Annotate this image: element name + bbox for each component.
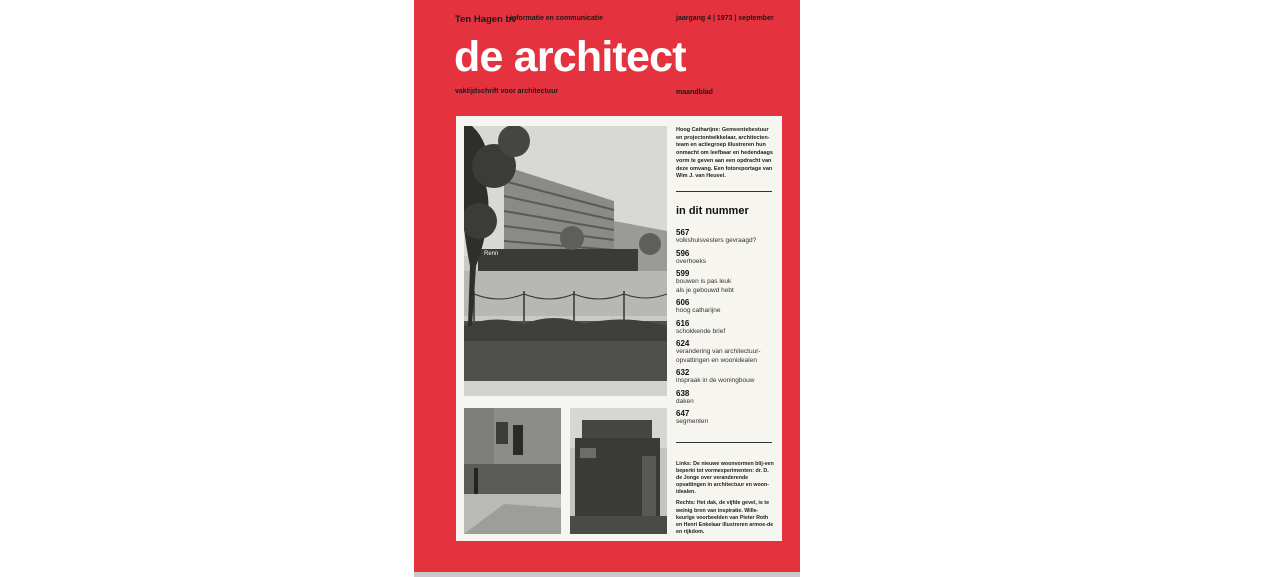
toc-item [676, 389, 774, 407]
toc-page-number: 599 [676, 269, 690, 278]
photo-notes [676, 461, 774, 540]
cover-edge [414, 572, 800, 577]
divider [676, 442, 772, 443]
toc-item [676, 228, 774, 246]
toc-article-title: verandering van architectuur- opvattingen en woonidealen [676, 348, 761, 364]
shop-sign-text: Renn [484, 251, 499, 257]
toc-heading: in dit nummer [676, 205, 749, 217]
toc-page-number: 624 [676, 339, 690, 348]
toc-article-title: schokkende brief [676, 327, 726, 335]
publication-frequency: maandblad [676, 89, 713, 96]
toc-page-number: 638 [676, 388, 690, 398]
toc-article-title: segmenten [676, 418, 709, 425]
cover-photo-caption: Hoog Catharijne: Gemeentebestuur en projectontwikkelaar, architecten-team en actiegroep illustreren hun onmacht om leefbaar en hedendaags vorm te geven aan een opdracht van deze omvang. Een fotoreportage van Wim J. van Heuvel. [676, 127, 773, 180]
toc-article-title: volkshuisvesters gevraagd? [676, 237, 757, 244]
toc-page-number: 616 [676, 318, 690, 328]
issue-info: jaargang 4 | 1973 | september [676, 15, 774, 22]
toc-item [676, 368, 774, 386]
photo-housing-facade [464, 408, 561, 534]
magazine-subtitle: vaktijdschrift voor architectuur [455, 88, 559, 95]
toc-item [676, 339, 774, 365]
publisher-tagline: informatie en communicatie [510, 15, 603, 22]
photo-roof-structure [570, 408, 667, 534]
magazine-title: de architect [454, 33, 686, 81]
toc-article-title: hoog catharijne [676, 307, 721, 314]
note-right-photo: Rechts: Het dak, de vijfde gevel, is te weinig bron van inspiratie. Wille-keurige voorbeelden van Pieter Roth en Henri Enkelaar illustreren armoe-de en rijkdom. [676, 500, 774, 535]
toc-item [676, 319, 774, 337]
toc-item [676, 249, 774, 267]
toc-article-title: daken [676, 397, 694, 405]
toc-item [676, 298, 774, 316]
toc-article-title: bouwen is pas leuk als je gebouwd hebt [676, 278, 734, 294]
toc-item [676, 269, 774, 295]
publisher-name: Ten Hagen bv [455, 14, 517, 25]
toc-page-number: 567 [676, 228, 690, 237]
toc-page-number: 596 [676, 248, 690, 258]
divider [676, 191, 772, 192]
toc-article-title: overhoeks [676, 257, 706, 265]
toc-page-number: 606 [676, 298, 690, 307]
toc-page-number: 632 [676, 368, 690, 377]
note-left-photo: Links: De nieuwe woonvormen blij-ven beperkt tot vormexperimenten: dr. D. de Jonge over veranderende opvattingen in architectuur en woon-idealen. [676, 461, 774, 496]
toc-item [676, 409, 774, 427]
main-photo-apartment-block [464, 126, 667, 396]
toc-article-title: inspraak in de woningbouw [676, 377, 755, 384]
table-of-contents [676, 228, 774, 430]
toc-page-number: 647 [676, 409, 690, 418]
